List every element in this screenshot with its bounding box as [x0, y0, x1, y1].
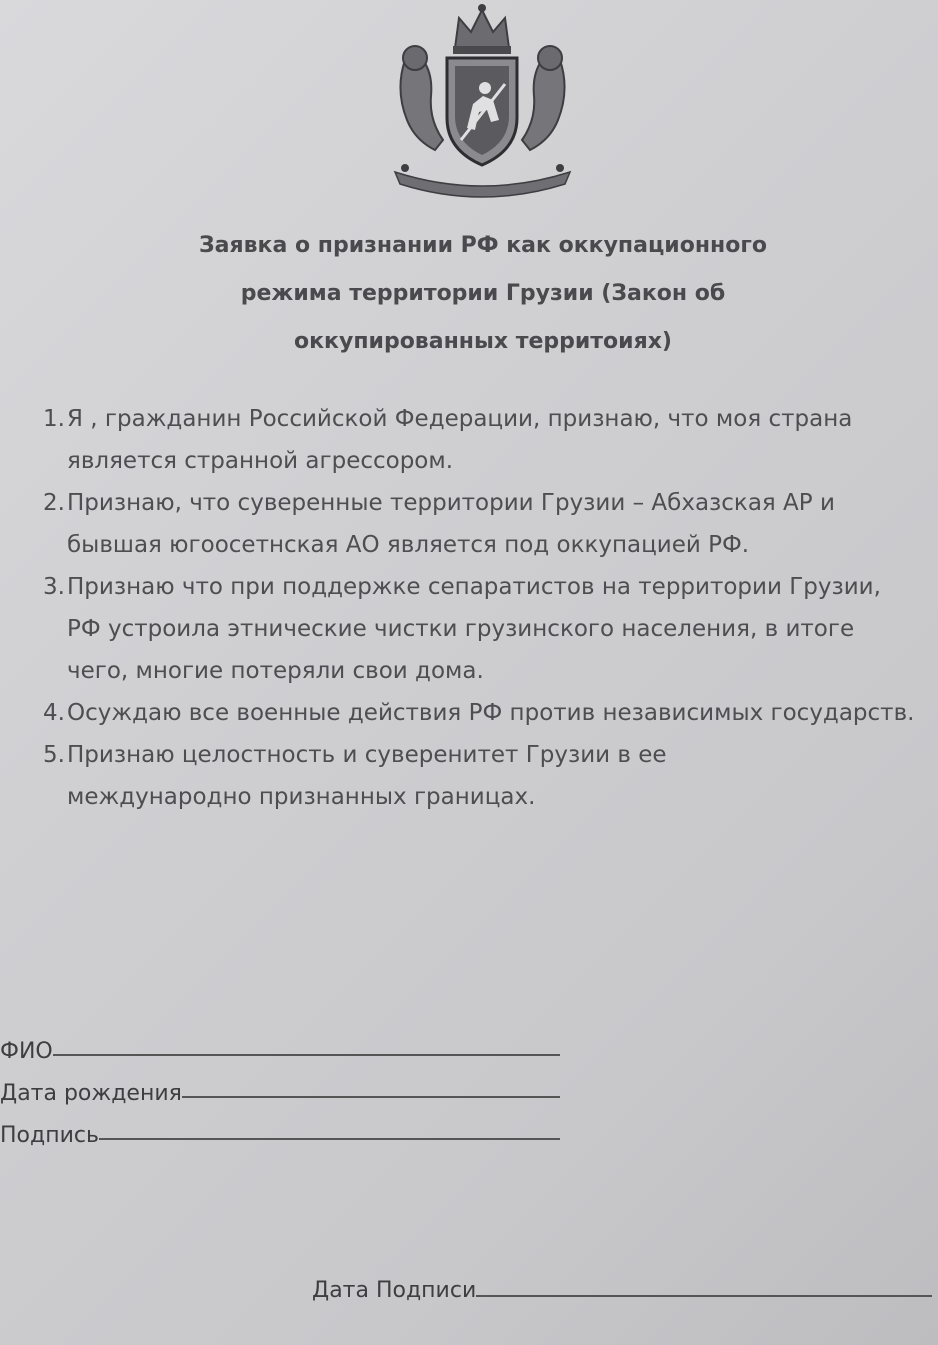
- signature-field[interactable]: [0, 1106, 560, 1148]
- item-number: 2.: [43, 490, 65, 516]
- statement-list: [30, 398, 935, 818]
- title-line-3: оккупированных территоиях): [294, 329, 672, 354]
- signature-date-field[interactable]: [312, 1278, 932, 1303]
- name-label: ФИО: [0, 1039, 53, 1064]
- signature-date-label: Дата Подписи: [312, 1278, 477, 1303]
- list-item: [30, 566, 910, 692]
- item-number: 4.: [43, 700, 65, 726]
- signature-fields: [0, 1022, 560, 1148]
- name-line[interactable]: [53, 1054, 560, 1056]
- item-number: 3.: [43, 574, 65, 600]
- item-number: 5.: [43, 742, 65, 768]
- birth-date-label: Дата рождения: [0, 1081, 182, 1106]
- list-item: [30, 482, 910, 566]
- item-text: Признаю целостность и суверенитет Грузии в ее международно признанных границах.: [67, 742, 667, 810]
- coat-of-arms-icon: [375, 0, 590, 200]
- item-number: 1.: [43, 406, 65, 432]
- title-line-1: Заявка о признании РФ как оккупационного: [199, 233, 767, 258]
- birth-date-line[interactable]: [182, 1096, 560, 1098]
- name-field[interactable]: [0, 1022, 560, 1064]
- list-item: [30, 692, 935, 734]
- document-title: [100, 222, 866, 366]
- item-text: Признаю, что суверенные территории Грузии – Абхазская АР и бывшая югоосетнская АО является под оккупацией РФ.: [67, 490, 835, 558]
- signature-label: Подпись: [0, 1123, 99, 1148]
- list-item: [30, 734, 820, 818]
- item-text: Признаю что при поддержке сепаратистов на территории Грузии, РФ устроила этнические чистки грузинского населения, в итоге чего, многие потеряли свои дома.: [67, 574, 881, 684]
- item-text: Я , гражданин Российской Федерации, признаю, что моя страна является странной агрессором.: [67, 406, 853, 474]
- signature-line[interactable]: [99, 1138, 560, 1140]
- signature-date-line[interactable]: [476, 1295, 932, 1297]
- list-item: [30, 398, 935, 482]
- title-line-2: режима территории Грузии (Закон об: [240, 281, 726, 306]
- birth-date-field[interactable]: [0, 1064, 560, 1106]
- item-text: Осуждаю все военные действия РФ против независимых государств.: [67, 700, 915, 726]
